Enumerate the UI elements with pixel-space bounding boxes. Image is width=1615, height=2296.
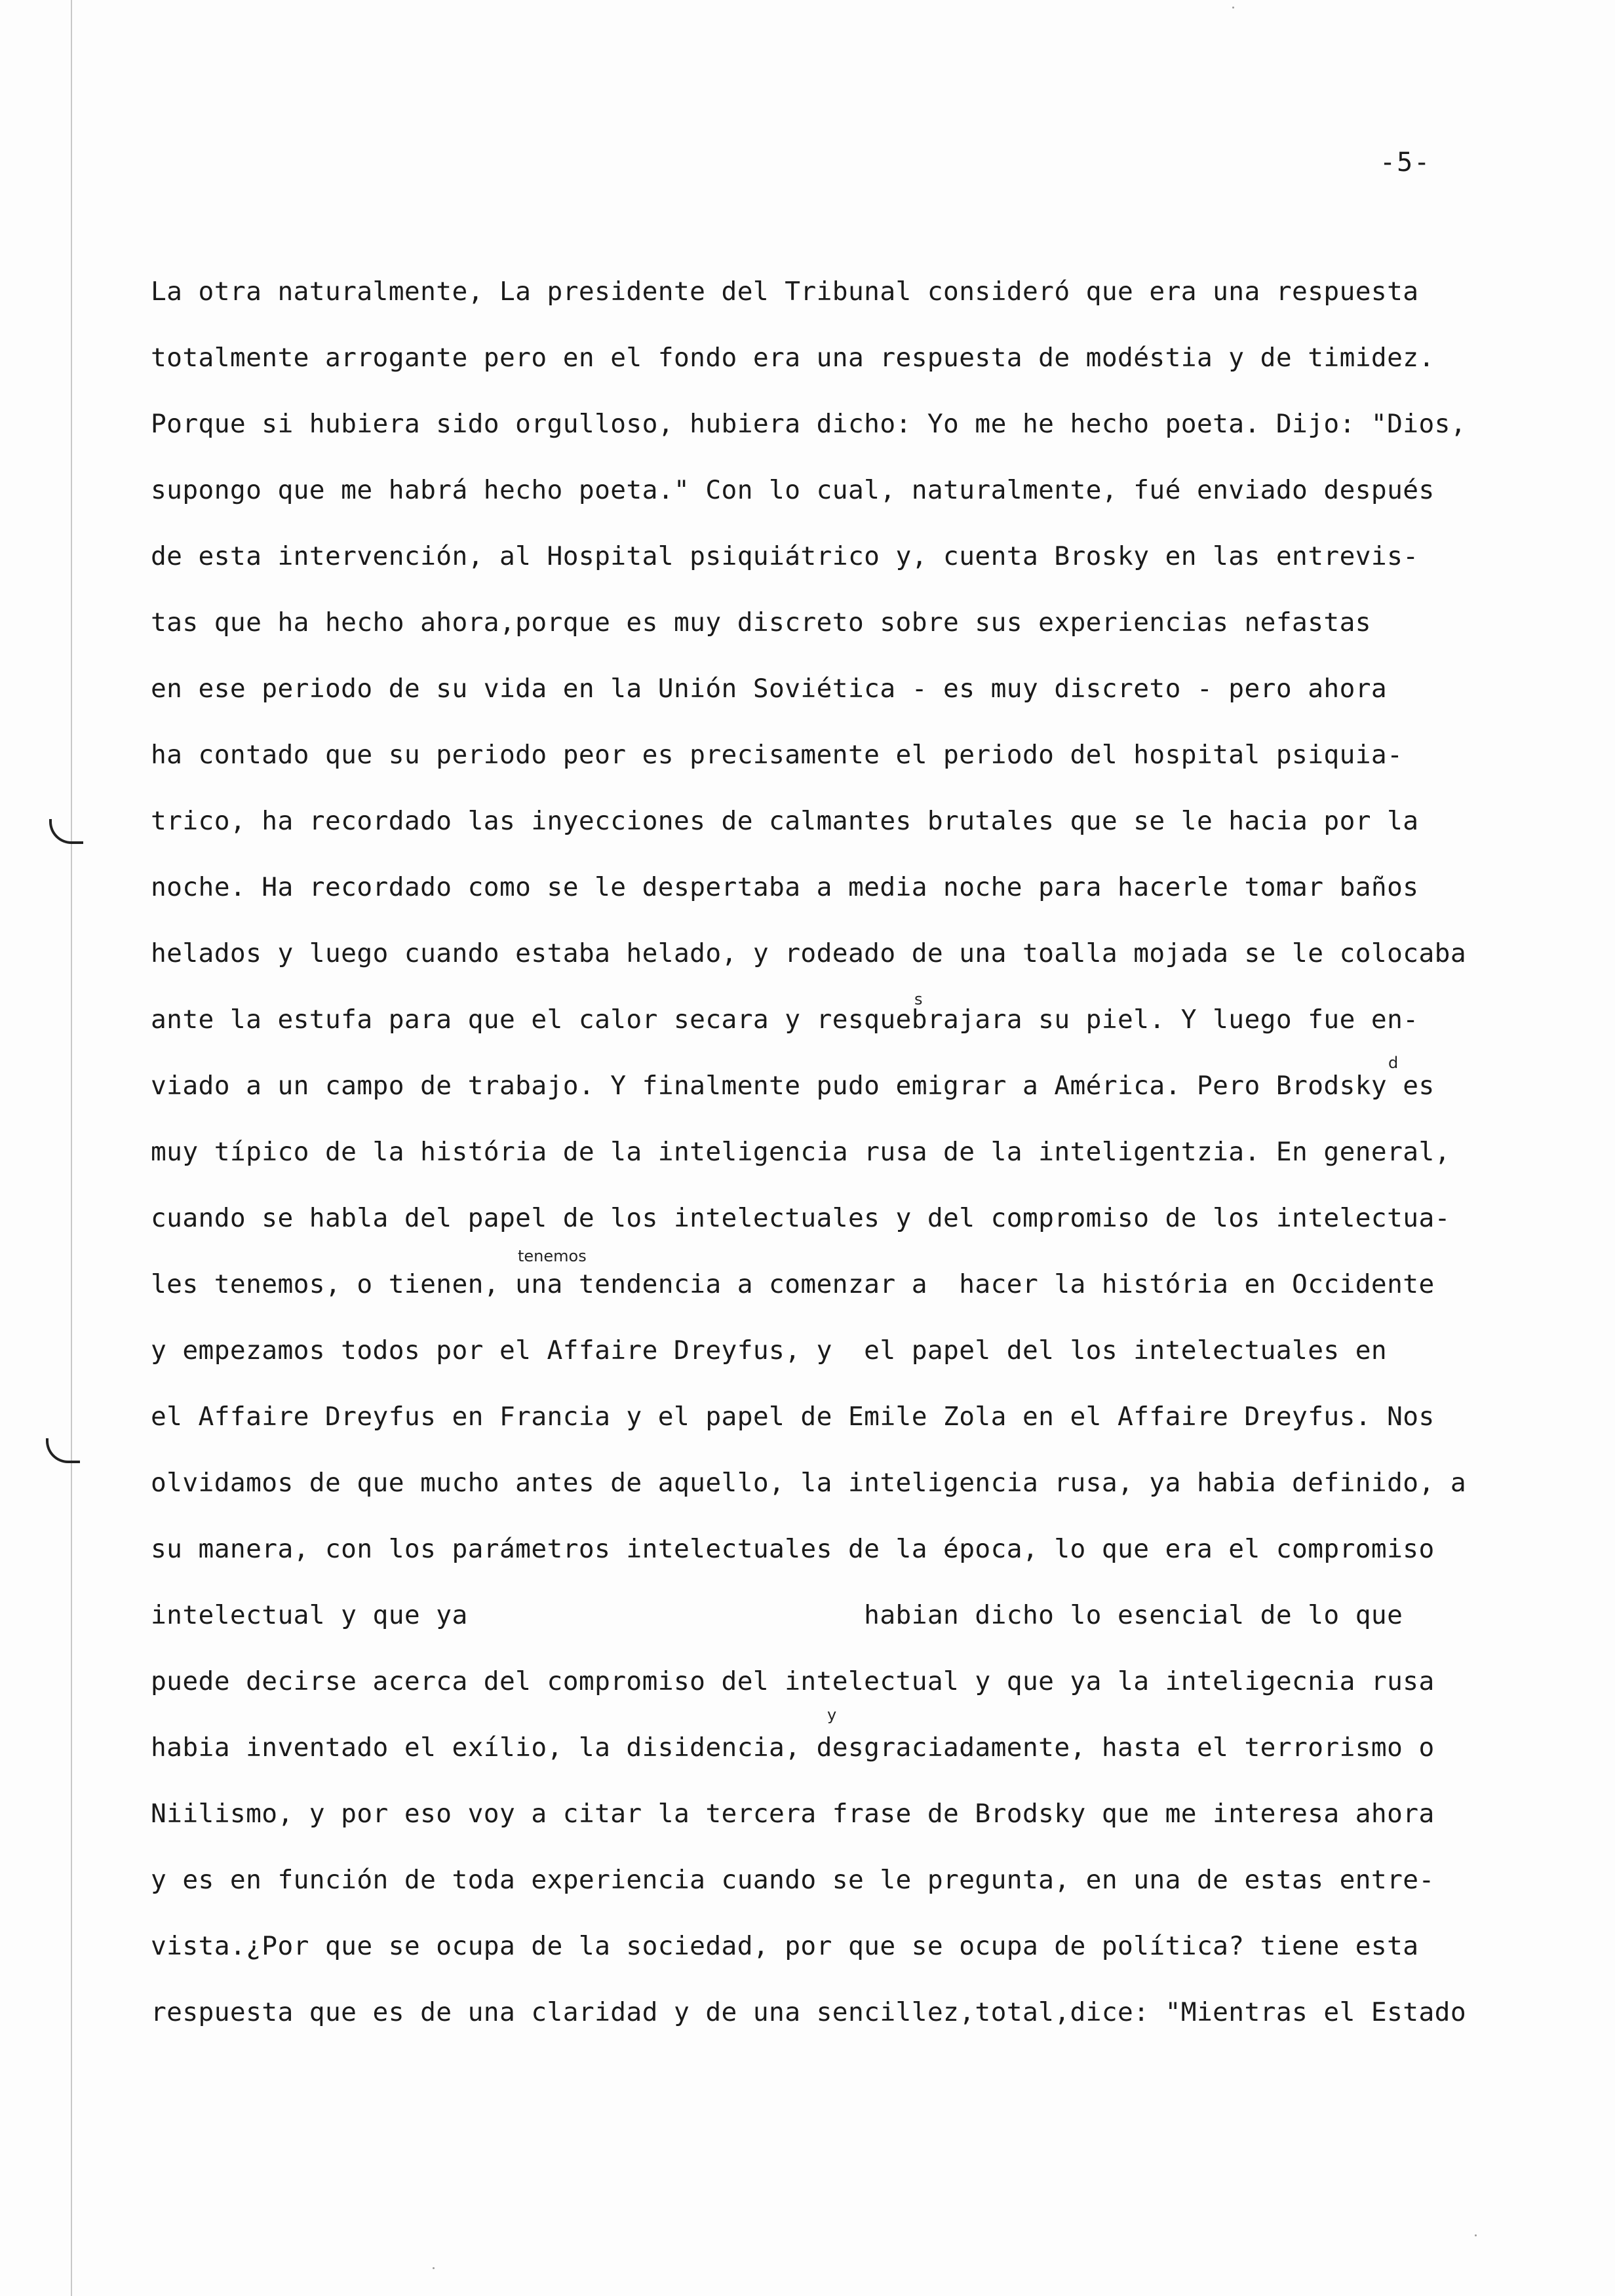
handwritten-insert-d: d: [1388, 1054, 1399, 1072]
text-line: trico, ha recordado las inyecciones de calmantes brutales que se le hacia por la: [151, 806, 1419, 836]
text-line: ha contado que su periodo peor es precisamente el periodo del hospital psiquia-: [151, 740, 1403, 770]
text-line: el Affaire Dreyfus en Francia y el papel de Emile Zola en el Affaire Dreyfus. Nos: [151, 1402, 1435, 1432]
text-line: y empezamos todos por el Affaire Dreyfus, y el papel del los intelectuales en: [151, 1335, 1388, 1366]
text-line: tas que ha hecho ahora,porque es muy discreto sobre sus experiencias nefastas: [151, 607, 1371, 638]
scan-speck: [1475, 2234, 1477, 2236]
margin-bracket-mark: [49, 819, 83, 844]
page-number: -5-: [1380, 147, 1431, 178]
text-line: cuando se habla del papel de los intelectuales y del compromiso de los intelectua-: [151, 1203, 1450, 1233]
text-line: olvidamos de que mucho antes de aquello, la inteligencia rusa, ya habia definido, a: [151, 1468, 1467, 1498]
text-line: ante la estufa para que el calor secara y resquebrajara su piel. Y luego fue en-: [151, 1004, 1419, 1035]
scan-speck: [1232, 7, 1234, 9]
text-line: su manera, con los parámetros intelectuales de la época, lo que era el compromiso: [151, 1534, 1435, 1564]
handwritten-insert-y: y: [827, 1706, 837, 1724]
text-line: intelectual y que ya habian dicho lo esencial de lo que: [151, 1600, 1403, 1630]
text-line: totalmente arrogante pero en el fondo era una respuesta de modéstia y de timidez.: [151, 343, 1435, 373]
text-line: Niilismo, y por eso voy a citar la tercera frase de Brodsky que me interesa ahora: [151, 1799, 1435, 1829]
scan-speck: [433, 2267, 435, 2269]
body-text: [151, 259, 1560, 2046]
text-line: en ese periodo de su vida en la Unión Soviética - es muy discreto - pero ahora: [151, 674, 1388, 704]
left-margin-rule: [71, 0, 72, 2296]
margin-bracket-mark: [46, 1438, 80, 1463]
text-line: supongo que me habrá hecho poeta." Con lo cual, naturalmente, fué enviado después: [151, 475, 1435, 505]
text-line: habia inventado el exílio, la disidencia, desgraciadamente, hasta el terrorismo o: [151, 1732, 1435, 1763]
handwritten-insert-s: s: [914, 990, 923, 1008]
text-line: vista.¿Por que se ocupa de la sociedad, por que se ocupa de política? tiene esta: [151, 1931, 1419, 1961]
text-line: viado a un campo de trabajo. Y finalmente pudo emigrar a América. Pero Brodsky es: [151, 1071, 1435, 1101]
text-line: y es en función de toda experiencia cuando se le pregunta, en una de estas entre-: [151, 1865, 1435, 1895]
text-line: La otra naturalmente, La presidente del Tribunal consideró que era una respuesta: [151, 277, 1419, 307]
handwritten-insert-tenemos: tenemos: [518, 1247, 587, 1265]
text-line: de esta intervención, al Hospital psiquiátrico y, cuenta Brosky en las entrevis-: [151, 541, 1419, 571]
text-line: noche. Ha recordado como se le despertaba a media noche para hacerle tomar baños: [151, 872, 1419, 902]
text-line: helados y luego cuando estaba helado, y rodeado de una toalla mojada se le colocaba: [151, 938, 1467, 968]
text-line: respuesta que es de una claridad y de una sencillez,total,dice: "Mientras el Estado: [151, 1997, 1467, 2027]
text-line: puede decirse acerca del compromiso del intelectual y que ya la inteligecnia rusa: [151, 1666, 1435, 1696]
text-line: les tenemos, o tienen, una tendencia a comenzar a hacer la história en Occidente: [151, 1269, 1435, 1299]
text-line: Porque si hubiera sido orgulloso, hubiera dicho: Yo me he hecho poeta. Dijo: "Dios,: [151, 409, 1467, 439]
text-line: muy típico de la história de la inteligencia rusa de la inteligentzia. En general,: [151, 1137, 1450, 1167]
